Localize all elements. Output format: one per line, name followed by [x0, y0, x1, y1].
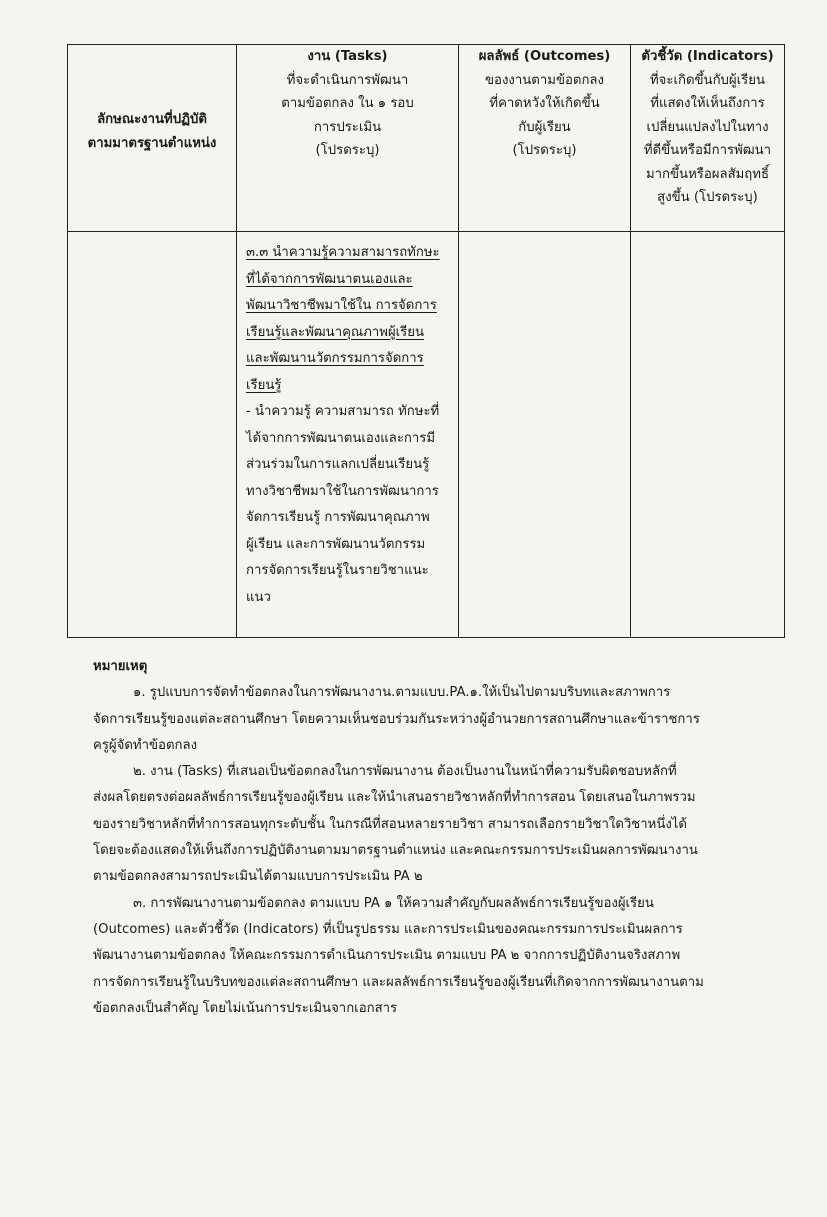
header-standard-duties — [68, 45, 237, 232]
header-outcomes-sub: (โปรดระบุ) — [512, 143, 577, 158]
notes-heading: หมายเหตุ — [93, 659, 148, 674]
header-indicators-title: ตัวชี้วัด (Indicators) — [641, 49, 774, 64]
task-heading-line: ๓.๓ นำความรู้ความสามารถทักษะ — [246, 245, 440, 260]
note-3 — [93, 891, 743, 1022]
note-line: ข้อตกลงเป็นสำคัญ โดยไม่เน้นการประเมินจากเอกสาร — [93, 1000, 398, 1016]
task-heading-line: เรียนรู้และพัฒนาคุณภาพผู้เรียน — [246, 324, 425, 340]
header-indicators-sub: สูงขึ้น (โปรดระบุ) — [657, 190, 758, 205]
note-1 — [93, 680, 743, 759]
header-indicators-sub: มากขึ้นหรือผลสัมฤทธิ์ — [645, 166, 770, 182]
note-line: ของรายวิชาหลักที่ทำการสอนทุกระดับชั้น ในกรณีที่สอนหลายรายวิชา สามารถเลือกรายวิชาใดวิชาหนึ่งได้ — [93, 816, 687, 832]
task-detail-line: - นำความรู้ ความสามารถ ทักษะที่ — [246, 404, 440, 419]
header-tasks-sub: ตามข้อตกลง ใน ๑ รอบ — [281, 96, 414, 111]
header-col1-line: ตามมาตรฐานตำแหน่ง — [87, 136, 217, 151]
indicators-cell — [631, 232, 785, 638]
note-line: ส่งผลโดยตรงต่อผลลัพธ์การเรียนรู้ของผู้เรียน และให้นำเสนอรายวิชาหลักที่ทำการสอน โดยเสนอในภาพรวม — [93, 790, 696, 806]
note-line: (Outcomes) และตัวชี้วัด (Indicators) ที่เป็นรูปธรรม และการประเมินของคณะกรรมการประเมินผลการ — [93, 921, 683, 937]
task-detail-line: ผู้เรียน และการพัฒนานวัตกรรม — [246, 536, 426, 552]
note-line: ตามข้อตกลงสามารถประเมินได้ตามแบบการประเมิน PA ๒ — [93, 869, 423, 885]
header-col1-line: ลักษณะงานที่ปฏิบัติ — [97, 112, 207, 127]
header-indicators — [631, 45, 785, 232]
header-outcomes-title: ผลลัพธ์ (Outcomes) — [478, 49, 611, 64]
header-outcomes-sub: ที่คาดหวังให้เกิดขึ้น — [489, 96, 600, 111]
task-detail-line: จัดการเรียนรู้ การพัฒนาคุณภาพ — [246, 510, 430, 525]
task-detail-line: ส่วนร่วมในการแลกเปลี่ยนเรียนรู้ — [246, 457, 430, 472]
note-line: พัฒนางานตามข้อตกลง ให้คณะกรรมการดำเนินการประเมิน ตามแบบ PA ๒ จากการปฏิบัติงานจริงสภาพ — [93, 948, 681, 964]
note-line: ๓. การพัฒนางานตามข้อตกลง ตามแบบ PA ๑ ให้ความสำคัญกับผลลัพธ์การเรียนรู้ของผู้เรียน — [133, 895, 654, 911]
task-heading-line: และพัฒนานวัตกรรมการจัดการ — [246, 351, 424, 366]
outcomes-cell — [459, 232, 631, 638]
header-indicators-sub: ที่แสดงให้เห็นถึงการ — [650, 96, 765, 111]
header-indicators-sub: ที่จะเกิดขึ้นกับผู้เรียน — [649, 72, 765, 88]
standard-duties-cell — [68, 232, 237, 638]
header-outcomes-sub: ของงานตามข้อตกลง — [485, 72, 604, 88]
table-row — [68, 232, 785, 638]
task-detail-line: ได้จากการพัฒนาตนเองและการมี — [246, 430, 436, 446]
note-line: จัดการเรียนรู้ของแต่ละสถานศึกษา โดยความเห็นชอบร่วมกันระหว่างผู้อำนวยการสถานศึกษาและข้าราชการ — [93, 711, 700, 727]
task-heading-line: เรียนรู้ — [246, 377, 282, 393]
note-line: โดยจะต้องแสดงให้เห็นถึงการปฏิบัติงานตามมาตรฐานตำแหน่ง และคณะกรรมการประเมินผลการพัฒนางาน — [93, 843, 698, 859]
header-tasks — [237, 45, 459, 232]
header-outcomes — [459, 45, 631, 232]
note-line: ๒. งาน (Tasks) ที่เสนอเป็นข้อตกลงในการพัฒนางาน ต้องเป็นงานในหน้าที่ความรับผิดชอบหลักที่ — [133, 764, 677, 780]
agreement-table — [67, 44, 785, 638]
header-indicators-sub: ที่ดีขึ้นหรือมีการพัฒนา — [643, 143, 772, 158]
header-indicators-sub: เปลี่ยนแปลงไปในทาง — [646, 119, 769, 135]
task-detail-line: การจัดการเรียนรู้ในรายวิชาแนะ — [246, 563, 429, 578]
table-header-row — [68, 45, 785, 232]
header-outcomes-sub: กับผู้เรียน — [518, 119, 571, 135]
task-detail-line: แนว — [246, 589, 271, 605]
task-heading-line: ที่ได้จากการพัฒนาตนเองและ — [246, 271, 413, 287]
header-tasks-sub: (โปรดระบุ) — [315, 143, 380, 158]
header-tasks-sub: ที่จะดำเนินการพัฒนา — [286, 72, 409, 88]
header-tasks-title: งาน (Tasks) — [307, 49, 388, 64]
note-line: ๑. รูปแบบการจัดทำข้อตกลงในการพัฒนางาน.ตามแบบ.PA.๑.ให้เป็นไปตามบริบทและสภาพการ — [133, 685, 671, 701]
note-2 — [93, 759, 743, 890]
note-line: การจัดการเรียนรู้ในบริบทของแต่ละสถานศึกษา และผลลัพธ์การเรียนรู้ของผู้เรียนที่เกิดจากการพัฒนางานตาม — [93, 974, 704, 990]
tasks-cell — [237, 232, 459, 638]
note-line: ครูผู้จัดทำข้อตกลง — [93, 737, 198, 753]
task-heading-line: พัฒนาวิชาชีพมาใช้ใน การจัดการ — [246, 298, 437, 313]
header-tasks-sub: การประเมิน — [313, 119, 382, 135]
notes-section — [93, 654, 743, 1022]
task-detail-line: ทางวิชาชีพมาใช้ในการพัฒนาการ — [246, 483, 439, 499]
